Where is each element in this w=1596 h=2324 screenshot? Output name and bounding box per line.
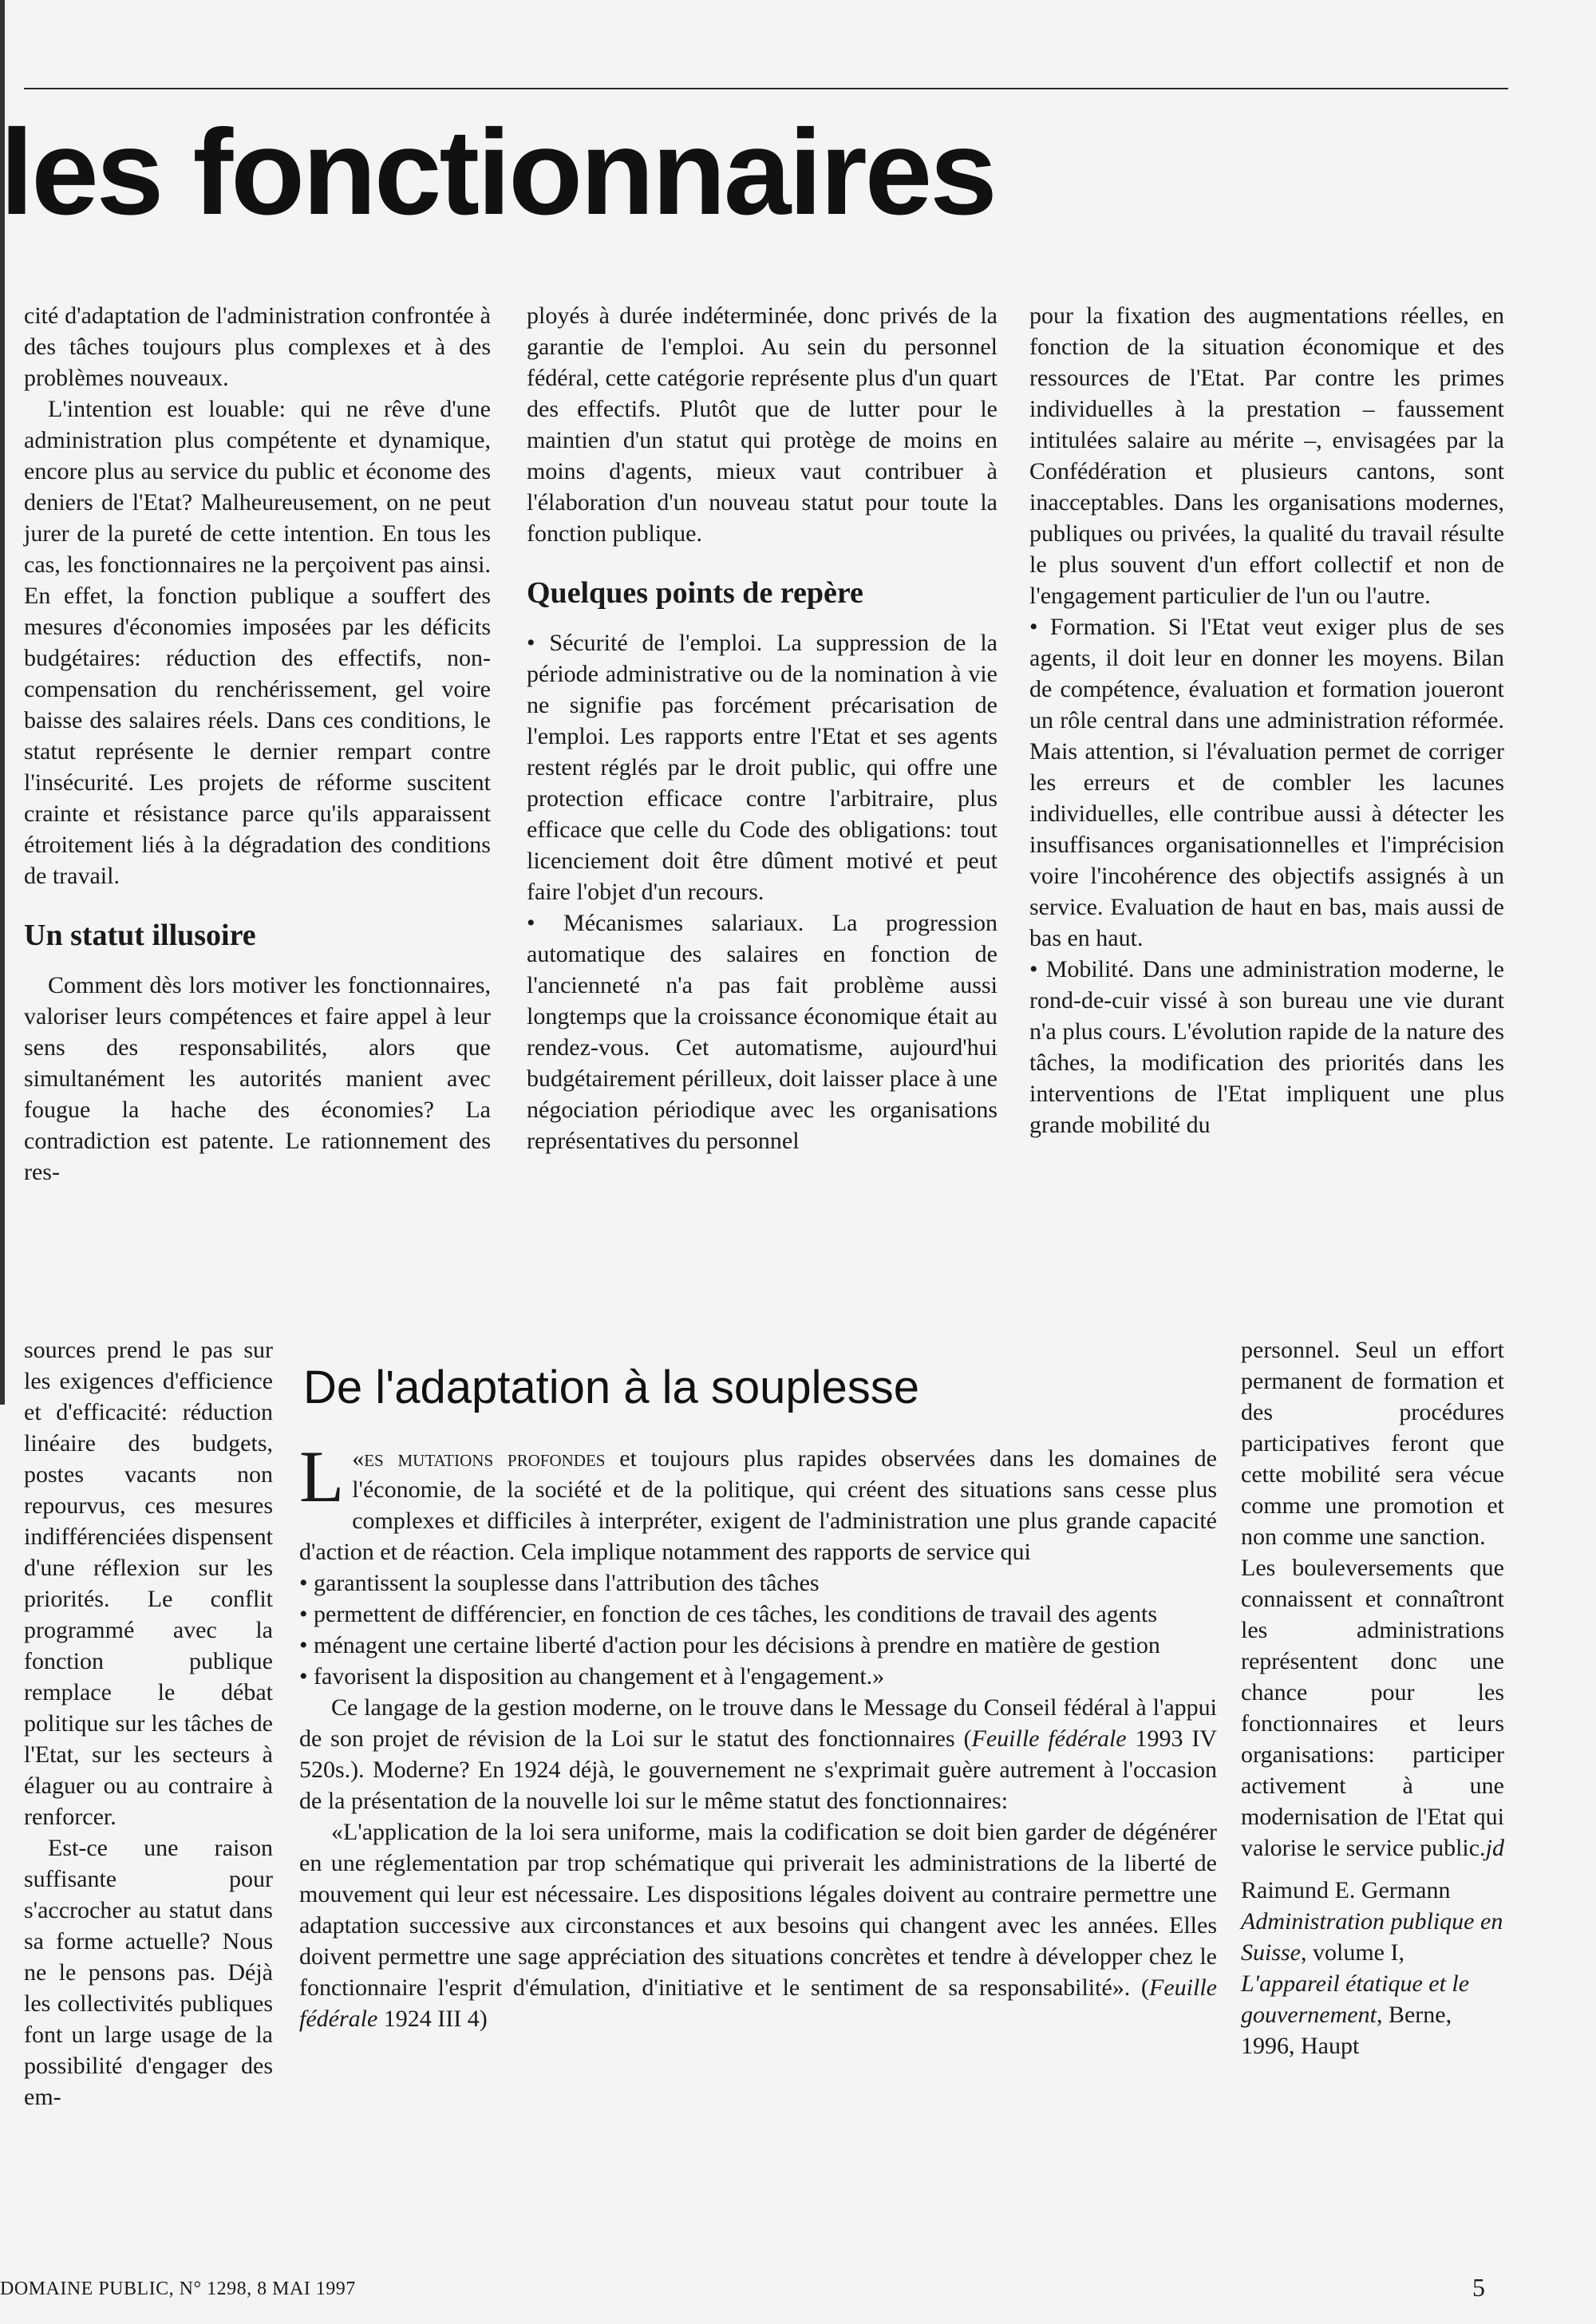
box-p3-ref: Feuille fédérale [299, 1974, 1217, 2032]
box-p3-b: 1924 III 4) [377, 2006, 488, 2032]
col2-paragraph-3: • Mécanismes salariaux. La progression automatique des salaires en fonction de l'ancienneté n'a pas fait problème aussi longtemps que la croissance économique était au rendez-vous. Cet automatisme, aujourd'hui budgétairement périlleux, doit laisser place à une négociation périodique avec les organisations représentatives du personnel [527, 910, 998, 1154]
reference-end: , Berne, 1996, Haupt [1241, 2002, 1452, 2059]
box-paragraph-3 [299, 1816, 1217, 2034]
box-p2-b: 1993 IV 520s.). Moderne? En 1924 déjà, le gouvernement ne s'exprimait guère autrement à l'occasion de la présentation de la nouvelle loi sur le même statut des fonctionnaires: [299, 1725, 1217, 1814]
box-bullet-4: • favorisent la disposition au changement et à l'engagement.» [299, 1663, 885, 1690]
col1b-paragraph-2: Est-ce une raison suffisante pour s'accrocher au statut dans sa forme actuelle? Nous ne le pensons pas. Déjà les collectivités publiques font un large usage de la possibilité d'engager des em- [24, 1835, 273, 2110]
author-signature: jd [1485, 1835, 1504, 1861]
column-3-lower [1241, 1334, 1504, 2061]
box-p3-a: «L'application de la loi sera uniforme, mais la codification se doit bien garder de dégénérer en une réglementation par trop schématique qui priverait les administrations de la liberté de mouvement qui leur est nécessaire. Les dispositions légales doivent au contraire permettre une adaptation successive aux circonstances et aux besoins qui changent avec les années. Elles doivent permettre une sage appréciation des situations concrètes et tendre à développer chez le fonctionnaire l'esprit d'émulation, d'initiative et le sentiment de sa responsabilité». ( [299, 1819, 1217, 2001]
column-1-lower [24, 1334, 273, 2113]
page-number: 5 [1472, 2273, 1485, 2302]
headline: les fonctionnaires [0, 105, 995, 240]
column-1 [24, 300, 491, 1188]
reference-mid: , volume I, [1301, 1939, 1404, 1966]
reference [1241, 1875, 1504, 2061]
col1-paragraph-2: L'intention est louable: qui ne rêve d'une administration plus compétente et dynamique, encore plus au service du public et économe des deniers de l'Etat? Malheureusement, on ne peut jurer de la pureté de cette intention. En tous les cas, les fonctionnaires ne la perçoivent pas ainsi. En effet, la fonction publique a souffert des mesures d'économies imposées par les déficits budgétaires: réduction des effectifs, non-compensation du renchérissement, gel voire baisse des salaires réels. Dans ces conditions, le statut représente le dernier rempart contre l'insécurité. Les projets de réforme suscitent crainte et résistance parce qu'ils apparaissent étroitement liés à la dégradation des conditions de travail. [24, 396, 491, 889]
reference-title-1: Administration publique en Suisse [1241, 1908, 1503, 1966]
col2-paragraph-2: • Sécurité de l'emploi. La suppression de la période administrative ou de la nomination à vie ne signifie pas forcément précarisation de l'emploi. Les rapports entre l'Etat et ses agents restent réglés par le droit public, qui offre une protection efficace contre l'arbitraire, plus efficace que celle du Code des obligations: tout licenciement doit être dûment motivé et peut faire l'objet d'un recours. [527, 630, 998, 905]
inset-box [299, 1436, 1217, 2034]
col3-paragraph-1: pour la fixation des augmentations réelles, en fonction de la situation économique et des ressources de l'Etat. Par contre les primes individuelles à la prestation – faussement intitulées salaire au mérite –, envisagées par la Confédération et plusieurs cantons, sont inacceptables. Dans les organisations modernes, publiques ou privées, la qualité du travail résulte le plus souvent d'un effort collectif et non de l'engagement particulier de l'un ou l'autre. [1029, 302, 1504, 609]
box-paragraph-1-rest: et toujours plus rapides observées dans les domaines de l'économie, de la société et de la politique, qui créent des situations sans cesse plus complexes et difficiles à interpréter, exigent de l'administration une plus grande capacité d'action et de réaction. Cela implique notamment des rapports de service qui [299, 1445, 1217, 1565]
box-p2-ref: Feuille fédérale [971, 1725, 1127, 1752]
box-p2-a: Ce langage de la gestion moderne, on le trouve dans le Message du Conseil fédéral à l'appui de son projet de révision de la Loi sur le statut des fonctionnaires ( [299, 1694, 1217, 1752]
col3-paragraph-2: • Formation. Si l'Etat veut exiger plus de ses agents, il doit leur en donner les moyens. Bilan de compétence, évaluation et formation joueront un rôle central dans une administration réformée. Mais attention, si l'évaluation permet de corriger les erreurs et de combler les lacunes individuelles, elle contribue aussi à détecter les insuffisances organisationnelles et l'imprécision voire l'incohérence des objectifs assignés à un service. Evaluation de haut en bas, mais aussi de bas en haut. [1029, 614, 1504, 951]
box-bullet-2: • permettent de différencier, en fonction de ces tâches, les conditions de travail des agents [299, 1601, 1158, 1627]
box-dropcap: L [299, 1436, 345, 1517]
box-paragraph-2 [299, 1692, 1217, 1816]
col1-paragraph-3: Comment dès lors motiver les fonctionnaires, valoriser leurs compétences et faire appel à leur sens des responsabilités, alors que simultanément les autorités manient avec fougue la hache des économies? La contradiction est patente. Le rationnement des res- [24, 972, 491, 1185]
subhead-statut-illusoire: Un statut illusoire [24, 919, 256, 952]
box-paragraph-1 [299, 1436, 1217, 1567]
col2-paragraph-1: ployés à durée indéterminée, donc privés de la garantie de l'emploi. Au sein du personnel fédéral, cette catégorie représente plus d'un quart des effectifs. Plutôt que de lutter pour le maintien d'un statut qui protège de moins en moins d'agents, mieux vaut contribuer à l'élaboration d'un nouveau statut pour toute la fonction publique. [527, 302, 998, 547]
column-2 [527, 300, 998, 1156]
box-title: De l'adaptation à la souplesse [303, 1362, 920, 1413]
column-3 [1029, 300, 1504, 1140]
top-rule [24, 88, 1508, 89]
box-quote-open: « [352, 1445, 365, 1472]
subhead-points-de-repere: Quelques points de repère [527, 576, 863, 610]
box-bullet-3: • ménagent une certaine liberté d'action pour les décisions à prendre en matière de gestion [299, 1632, 1160, 1658]
reference-title-2: L'appareil étatique et le gouvernement [1241, 1970, 1470, 2028]
box-bullet-1: • garantissent la souplesse dans l'attribution des tâches [299, 1570, 820, 1596]
col1b-paragraph-1: sources prend le pas sur les exigences d'efficience et d'efficacité: réduction linéaire des budgets, postes vacants non repourvus, ces mesures indifférenciées dispensent d'une réflexion sur les priorités. Le conflit programmé avec la fonction publique remplace le débat politique sur les tâches de l'Etat, sur les secteurs à élaguer ou au contraire à renforcer. [24, 1337, 273, 1830]
col1-paragraph-1: cité d'adaptation de l'administration confrontée à des tâches toujours plus complexes et à des problèmes nouveaux. [24, 302, 491, 391]
footer-publication: DOMAINE PUBLIC, N° 1298, 8 MAI 1997 [0, 2279, 356, 2299]
col3-paragraph-3: • Mobilité. Dans une administration moderne, le rond-de-cuir vissé à son bureau une vie durant n'a plus cours. L'évolution rapide de la nature des tâches, la modification des priorités dans les interventions de l'Etat impliquent une plus grande mobilité du [1029, 956, 1504, 1138]
box-smallcaps: es mutations profondes [364, 1445, 606, 1472]
col3b-paragraph-2-text: Les bouleversements que connaissent et connaîtront les administrations représentent donc une chance pour les fonctionnaires et leurs organisations: participer activement à une modernisation de l'Etat qui valorise le service public. [1241, 1555, 1504, 1861]
col3b-paragraph-1: personnel. Seul un effort permanent de formation et des procédures participatives feront que cette mobilité sera vécue comme une promotion et non comme une sanction. [1241, 1337, 1504, 1550]
reference-author: Raimund E. Germann [1241, 1877, 1451, 1903]
col3b-paragraph-2 [1241, 1552, 1504, 1864]
